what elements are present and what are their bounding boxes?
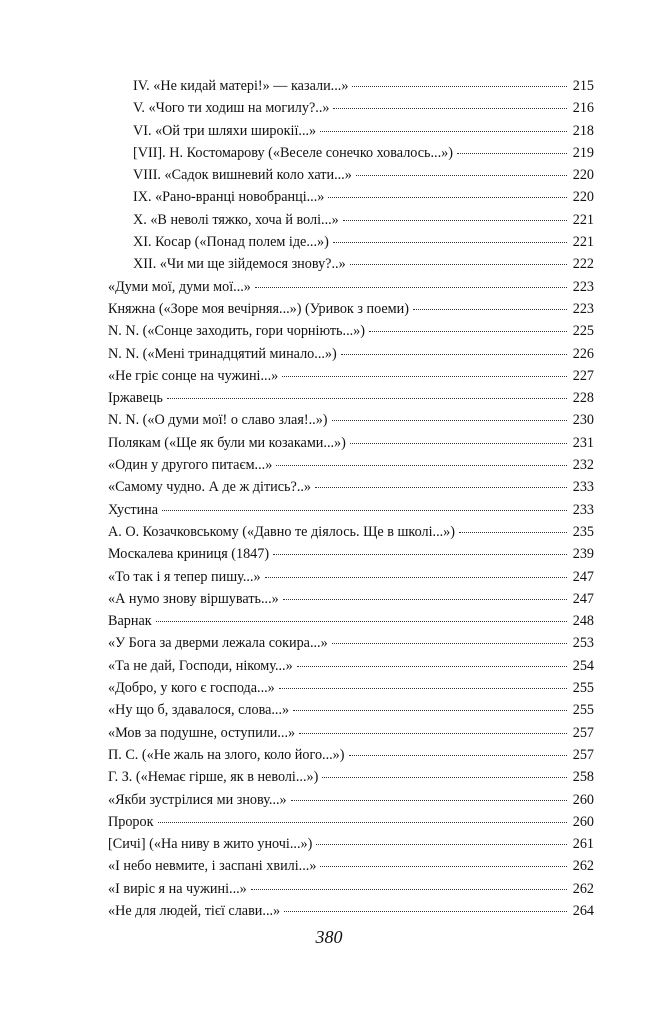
toc-entry-title: Пророк: [108, 813, 154, 830]
toc-entry: [108, 142, 594, 164]
dot-leader: [320, 131, 567, 132]
toc-entry-page: 219: [572, 144, 594, 161]
toc-entry: [108, 231, 594, 253]
toc-entry-title: N. N. («Сонце заходить, гори чорніють...»): [108, 323, 365, 340]
toc-entry-title: «Якби зустрілися ми знову...»: [108, 791, 287, 808]
toc-entry-page: 260: [572, 813, 594, 830]
toc-entry: [108, 789, 594, 811]
toc-entry-title: «Та не дай, Господи, нікому...»: [108, 657, 293, 674]
dot-leader: [265, 577, 567, 578]
toc-entry-title: Іржавець: [108, 390, 163, 407]
toc-entry-page: 221: [572, 234, 594, 251]
toc-entry-page: 218: [572, 122, 594, 139]
toc-entry: [108, 632, 594, 654]
toc-entry-page: 239: [572, 546, 594, 563]
toc-entry: [108, 766, 594, 788]
toc-entry-title: «І небо невмите, і заспані хвилі...»: [108, 858, 317, 875]
toc-entry-page: 233: [572, 479, 594, 496]
toc-entry: [108, 677, 594, 699]
dot-leader: [299, 733, 567, 734]
dot-leader: [328, 197, 566, 198]
toc-entry-page: 257: [572, 724, 594, 741]
toc-entry: [108, 320, 594, 342]
toc-entry-page: 223: [572, 278, 594, 295]
toc-entry: [108, 655, 594, 677]
toc-entry-page: 225: [572, 323, 594, 340]
dot-leader: [333, 108, 566, 109]
dot-leader: [315, 487, 567, 488]
dot-leader: [293, 710, 567, 711]
toc-entry-page: 247: [572, 568, 594, 585]
toc-entry-title: «Самому чудно. А де ж дітись?..»: [108, 479, 312, 496]
toc-entry-title: «Не гріє сонце на чужині...»: [108, 367, 279, 384]
toc-entry: [108, 722, 594, 744]
toc-entry-page: 216: [572, 100, 594, 117]
toc-entry-page: 233: [572, 501, 594, 518]
dot-leader: [350, 264, 567, 265]
toc-entry-title: XII. «Чи ми ще зійдемося знову?..»: [133, 256, 346, 273]
dot-leader: [352, 86, 566, 87]
dot-leader: [320, 866, 566, 867]
toc-entry: [108, 253, 594, 275]
toc-entry: [108, 120, 594, 142]
toc-entry-page: 232: [572, 457, 594, 474]
toc-entry: [108, 744, 594, 766]
toc-entry-page: 254: [572, 657, 594, 674]
dot-leader: [457, 153, 567, 154]
dot-leader: [297, 666, 567, 667]
toc-entry-title: XI. Косар («Понад полем іде...»): [133, 234, 329, 251]
toc-entry-title: [Сичі] («На ниву в жито уночі...»): [108, 836, 313, 853]
toc-entry-title: «Добро, у кого є господа...»: [108, 680, 275, 697]
dot-leader: [332, 643, 567, 644]
toc-entry: [108, 610, 594, 632]
toc-entry: [108, 387, 594, 409]
toc-entry-page: 262: [572, 858, 594, 875]
dot-leader: [156, 621, 567, 622]
toc-entry: [108, 75, 594, 97]
dot-leader: [162, 510, 567, 511]
toc-entry-page: 220: [572, 167, 594, 184]
dot-leader: [341, 354, 567, 355]
toc-entry: [108, 855, 594, 877]
toc-entry-page: 262: [572, 880, 594, 897]
toc-entry-title: «То так і я тепер пишу...»: [108, 568, 261, 585]
dot-leader: [279, 688, 567, 689]
dot-leader: [251, 889, 567, 890]
dot-leader: [349, 755, 567, 756]
dot-leader: [158, 822, 567, 823]
toc-entry-page: 258: [572, 769, 594, 786]
dot-leader: [167, 398, 567, 399]
toc-entry-title: «А нумо знову віршувать...»: [108, 590, 279, 607]
toc-entry-page: 228: [572, 390, 594, 407]
dot-leader: [283, 599, 567, 600]
toc-entry-page: 261: [572, 836, 594, 853]
toc-entry-page: 231: [572, 434, 594, 451]
toc-entry: [108, 298, 594, 320]
toc-entry-page: 222: [572, 256, 594, 273]
toc-entry: [108, 186, 594, 208]
toc-entry: [108, 499, 594, 521]
toc-entry-title: N. N. («О думи мої! о славо злая!..»): [108, 412, 328, 429]
dot-leader: [343, 220, 567, 221]
toc-entry-page: 253: [572, 635, 594, 652]
dot-leader: [356, 175, 567, 176]
toc-entry: [108, 699, 594, 721]
toc-entry-title: VIII. «Садок вишневий коло хати...»: [133, 167, 352, 184]
dot-leader: [459, 532, 567, 533]
dot-leader: [284, 911, 567, 912]
toc-entry: [108, 521, 594, 543]
toc-entry-page: 235: [572, 523, 594, 540]
toc-entry-page: 215: [572, 78, 594, 94]
toc-entry: [108, 432, 594, 454]
toc-entry: [108, 365, 594, 387]
toc-entry: [108, 409, 594, 431]
toc-entry: [108, 164, 594, 186]
dot-leader: [282, 376, 566, 377]
page-number: 380: [315, 927, 343, 947]
toc-entry-page: 255: [572, 680, 594, 697]
toc-entry-title: [VII]. Н. Костомарову («Веселе сонечко ховалось...»): [133, 144, 453, 161]
toc-entry-title: Хустина: [108, 501, 159, 518]
toc-entry-title: Г. З. («Немає гірше, як в неволі...»): [108, 769, 319, 786]
toc-entry-page: 248: [572, 613, 594, 630]
toc-entry: [108, 343, 594, 365]
toc-entry-title: «І виріс я на чужині...»: [108, 880, 247, 897]
toc-entry-title: Варнак: [108, 613, 152, 630]
toc-entry: [108, 588, 594, 610]
toc-entry-title: VI. «Ой три шляхи широкії...»: [133, 122, 317, 139]
toc-entry: [108, 276, 594, 298]
dot-leader: [316, 844, 566, 845]
toc-entry: [108, 209, 594, 231]
toc-entry-title: V. «Чого ти ходиш на могилу?..»: [133, 100, 330, 117]
dot-leader: [413, 309, 567, 310]
toc-entry-title: «У Бога за дверми лежала сокира...»: [108, 635, 328, 652]
toc-entry-title: А. О. Козачковському («Давно те діялось. Ще в школі...»): [108, 523, 455, 540]
toc-entry: [108, 476, 594, 498]
dot-leader: [273, 554, 567, 555]
toc-entry-page: 255: [572, 702, 594, 719]
dot-leader: [369, 331, 567, 332]
toc-entry-title: IX. «Рано-вранці новобранці...»: [133, 189, 325, 206]
toc-entry-page: 257: [572, 746, 594, 763]
toc-entry-title: N. N. («Мені тринадцятий минало...»): [108, 345, 337, 362]
toc-entry: [108, 878, 594, 900]
toc-entry: [108, 97, 594, 119]
dot-leader: [332, 420, 567, 421]
toc-entry-title: Полякам («Ще як були ми козаками...»): [108, 434, 346, 451]
dot-leader: [276, 465, 566, 466]
table-of-contents: [108, 75, 594, 922]
toc-entry-page: 221: [572, 211, 594, 228]
dot-leader: [350, 443, 567, 444]
toc-entry: [108, 566, 594, 588]
toc-entry-title: «Не для людей, тієї слави...»: [108, 902, 281, 919]
toc-entry-title: X. «В неволі тяжко, хоча й волі...»: [133, 211, 339, 228]
toc-entry: [108, 900, 594, 922]
toc-entry-page: 264: [572, 902, 594, 919]
toc-entry-page: 226: [572, 345, 594, 362]
toc-entry-page: 227: [572, 367, 594, 384]
toc-entry-title: IV. «Не кидай матері!» — казали...»: [133, 78, 349, 94]
toc-entry: [108, 833, 594, 855]
toc-entry-title: «Один у другого питаєм...»: [108, 457, 273, 474]
toc-entry-title: «Думи мої, думи мої...»: [108, 278, 251, 295]
dot-leader: [255, 287, 567, 288]
dot-leader: [322, 777, 566, 778]
toc-entry-title: П. С. («Не жаль на злого, коло його...»): [108, 746, 345, 763]
toc-entry-page: 230: [572, 412, 594, 429]
toc-entry-page: 220: [572, 189, 594, 206]
toc-entry-title: «Мов за подушне, оступили...»: [108, 724, 296, 741]
toc-entry-page: 223: [572, 300, 594, 317]
toc-entry: [108, 811, 594, 833]
toc-entry: [108, 454, 594, 476]
toc-entry-title: «Ну що б, здавалося, слова...»: [108, 702, 290, 719]
toc-entry-title: Княжна («Зоре моя вечірняя...») (Уривок з поеми): [108, 300, 409, 317]
dot-leader: [291, 800, 567, 801]
dot-leader: [333, 242, 567, 243]
toc-entry-page: 260: [572, 791, 594, 808]
toc-entry-title: Москалева криниця (1847): [108, 546, 270, 563]
toc-entry-page: 247: [572, 590, 594, 607]
toc-entry: [108, 543, 594, 565]
